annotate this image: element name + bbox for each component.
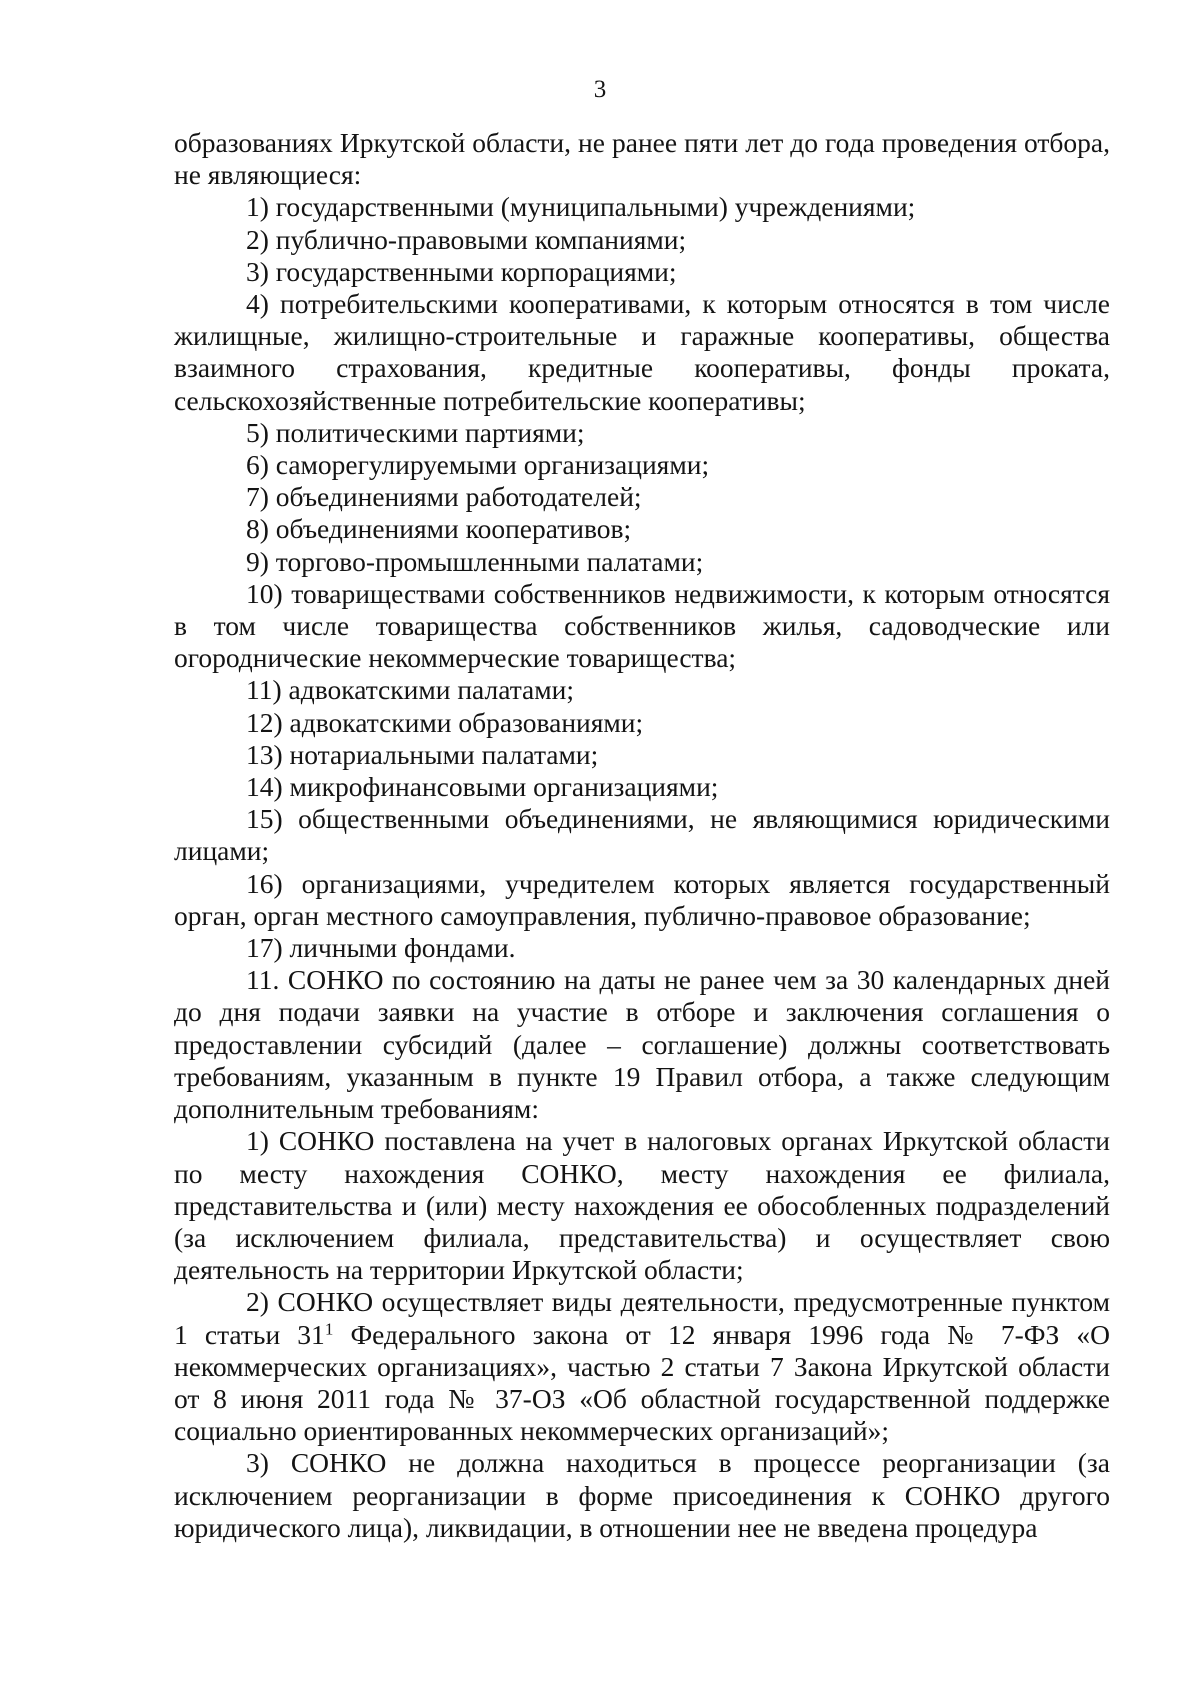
- list-item-4: 4) потребительскими кооперативами, к которым относятся в том числе жилищные, жилищно-строительные и гаражные кооперативы, общества взаимного страхования, кредитные кооперативы, фонды проката, сельскохозяйственные потребительские кооперативы;: [174, 288, 1110, 416]
- requirement-2: [174, 1286, 1110, 1447]
- list-item-17: 17) личными фондами.: [246, 932, 516, 964]
- list-item-11: 11) адвокатскими палатами;: [246, 674, 575, 706]
- list-item-9: 9) торгово-промышленными палатами;: [246, 545, 704, 577]
- requirement-3: 3) СОНКО не должна находиться в процессе реорганизации (за исключением реорганизации в форме присоединения к СОНКО другого юридического лица), ликвидации, в отношении нее не введена процедура: [174, 1447, 1110, 1543]
- requirement-2-superscript: 1: [324, 1319, 334, 1339]
- requirement-1: 1) СОНКО поставлена на учет в налоговых органах Иркутской области по месту нахождения СОНКО, месту нахождения ее филиала, представительства и (или) месту нахождения ее обособленных подразделений (за исключением филиала, представительства) и осуществляет свою деятельность на территории Иркутской области;: [174, 1125, 1110, 1286]
- page-number: 3: [593, 76, 607, 103]
- list-item-5: 5) политическими партиями;: [246, 416, 585, 448]
- section-11-paragraph: 11. СОНКО по состоянию на даты не ранее чем за 30 календарных дней до дня подачи заявки на участие в отборе и заключения соглашения о предоставлении субсидий (далее – соглашение) должны соответствовать требованиям, указанным в пункте 19 Правил отбора, а также следующим дополнительным требованиям:: [174, 964, 1110, 1125]
- requirement-2-after-sup: Федерального закона от 12 января 1996 года № 7-ФЗ «О некоммерческих организациях», частью 2 статьи 7 Закона Иркутской области от 8 июня 2011 года № 37-ОЗ «Об областной государственной поддержке социально ориентированных некоммерческих организаций»;: [174, 1318, 1110, 1447]
- list-item-2: 2) публично-правовыми компаниями;: [246, 223, 687, 255]
- paragraph-continuation: образованиях Иркутской области, не ранее пяти лет до года проведения отбора, не являющиеся:: [174, 127, 1110, 191]
- list-item-14: 14) микрофинансовыми организациями;: [246, 771, 719, 803]
- list-item-3: 3) государственными корпорациями;: [246, 255, 677, 287]
- list-item-1: 1) государственными (муниципальными) учреждениями;: [246, 191, 916, 223]
- list-item-6: 6) саморегулируемыми организациями;: [246, 449, 710, 481]
- list-item-7: 7) объединениями работодателей;: [246, 481, 642, 513]
- document-body: [174, 127, 1110, 1544]
- list-item-10: 10) товариществами собственников недвижимости, к которым относятся в том числе товарищества собственников жилья, садоводческие или огороднические некоммерческие товарищества;: [174, 577, 1110, 674]
- list-item-15: 15) общественными объединениями, не являющимися юридическими лицами;: [174, 803, 1110, 867]
- list-item-12: 12) адвокатскими образованиями;: [246, 706, 644, 738]
- list-item-8: 8) объединениями кооперативов;: [246, 513, 632, 545]
- list-item-13: 13) нотариальными палатами;: [246, 738, 599, 770]
- list-item-16: 16) организациями, учредителем которых является государственный орган, орган местного самоуправления, публично-правовое образование;: [174, 867, 1110, 931]
- requirement-2-before-sup: 2) СОНКО осуществляет виды деятельности, предусмотренные пунктом 1 статьи 31: [174, 1286, 1110, 1350]
